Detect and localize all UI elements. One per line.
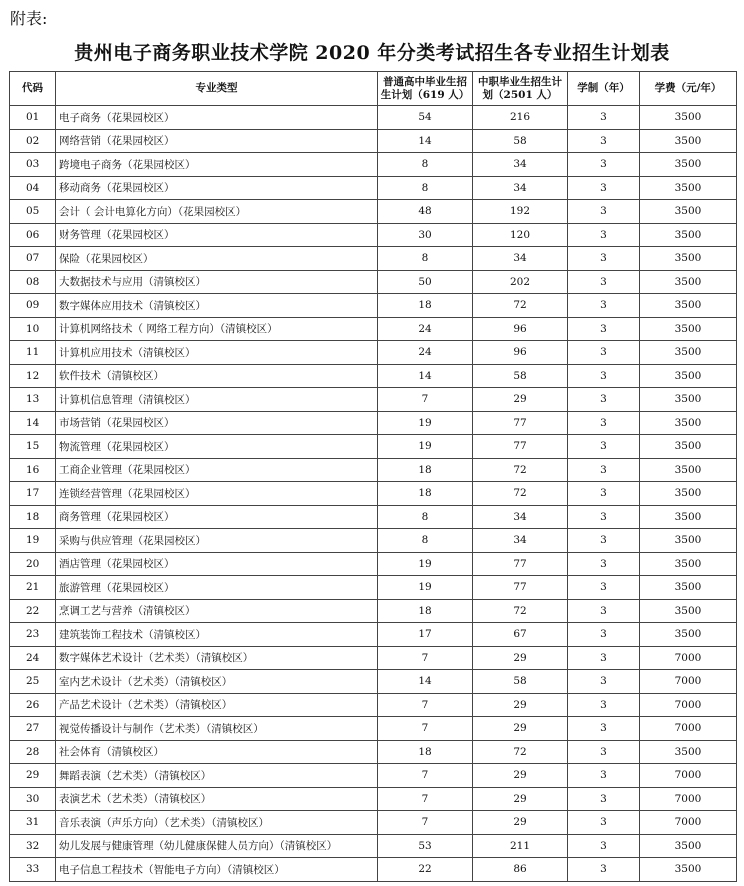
table-header-row: [10, 72, 737, 106]
cell-code: 23: [10, 623, 56, 647]
cell-years: 3: [568, 364, 640, 388]
cell-code: 24: [10, 646, 56, 670]
cell-years: 3: [568, 811, 640, 835]
cell-code: 07: [10, 247, 56, 271]
cell-highschool-plan: 7: [378, 787, 473, 811]
cell-code: 18: [10, 505, 56, 529]
cell-major: 计算机网络技术（ 网络工程方向）（清镇校区）: [56, 317, 378, 341]
table-row: [10, 106, 737, 130]
cell-vocational-plan: 67: [473, 623, 568, 647]
table-row: [10, 129, 737, 153]
cell-fee: 3500: [640, 270, 737, 294]
cell-vocational-plan: 29: [473, 693, 568, 717]
table-row: [10, 623, 737, 647]
cell-years: 3: [568, 458, 640, 482]
cell-highschool-plan: 19: [378, 552, 473, 576]
cell-vocational-plan: 96: [473, 317, 568, 341]
cell-fee: 3500: [640, 364, 737, 388]
cell-major: 音乐表演（声乐方向）（艺术类）（清镇校区）: [56, 811, 378, 835]
enrollment-plan-table: [9, 71, 737, 882]
cell-fee: 3500: [640, 623, 737, 647]
cell-major: 移动商务（花果园校区）: [56, 176, 378, 200]
cell-code: 32: [10, 834, 56, 858]
cell-years: 3: [568, 717, 640, 741]
cell-fee: 7000: [640, 693, 737, 717]
cell-years: 3: [568, 764, 640, 788]
cell-highschool-plan: 8: [378, 176, 473, 200]
table-row: [10, 341, 737, 365]
cell-major: 数字媒体应用技术（清镇校区）: [56, 294, 378, 318]
cell-code: 12: [10, 364, 56, 388]
table-row: [10, 811, 737, 835]
cell-code: 20: [10, 552, 56, 576]
cell-fee: 3500: [640, 529, 737, 553]
table-row: [10, 176, 737, 200]
cell-highschool-plan: 19: [378, 411, 473, 435]
cell-highschool-plan: 30: [378, 223, 473, 247]
cell-major: 视觉传播设计与制作（艺术类）（清镇校区）: [56, 717, 378, 741]
cell-highschool-plan: 19: [378, 576, 473, 600]
cell-major: 商务管理（花果园校区）: [56, 505, 378, 529]
cell-major: 电子信息工程技术（智能电子方向）（清镇校区）: [56, 858, 378, 882]
cell-vocational-plan: 211: [473, 834, 568, 858]
cell-highschool-plan: 54: [378, 106, 473, 130]
cell-vocational-plan: 34: [473, 176, 568, 200]
cell-highschool-plan: 7: [378, 646, 473, 670]
cell-highschool-plan: 48: [378, 200, 473, 224]
table-row: [10, 411, 737, 435]
column-header-vocational-plan: 中职毕业生招生计划（2501 人）: [473, 72, 568, 106]
cell-highschool-plan: 18: [378, 599, 473, 623]
cell-highschool-plan: 8: [378, 529, 473, 553]
cell-highschool-plan: 7: [378, 717, 473, 741]
cell-code: 14: [10, 411, 56, 435]
cell-code: 27: [10, 717, 56, 741]
cell-vocational-plan: 34: [473, 153, 568, 177]
cell-highschool-plan: 7: [378, 764, 473, 788]
table-row: [10, 435, 737, 459]
cell-major: 产品艺术设计（艺术类）（清镇校区）: [56, 693, 378, 717]
cell-major: 跨境电子商务（花果园校区）: [56, 153, 378, 177]
cell-highschool-plan: 17: [378, 623, 473, 647]
cell-vocational-plan: 58: [473, 670, 568, 694]
cell-code: 02: [10, 129, 56, 153]
table-row: [10, 740, 737, 764]
cell-fee: 3500: [640, 505, 737, 529]
cell-fee: 7000: [640, 764, 737, 788]
table-row: [10, 576, 737, 600]
cell-code: 05: [10, 200, 56, 224]
cell-code: 22: [10, 599, 56, 623]
cell-years: 3: [568, 341, 640, 365]
table-row: [10, 247, 737, 271]
cell-fee: 3500: [640, 599, 737, 623]
cell-code: 29: [10, 764, 56, 788]
cell-vocational-plan: 77: [473, 411, 568, 435]
cell-fee: 7000: [640, 787, 737, 811]
cell-highschool-plan: 8: [378, 247, 473, 271]
cell-major: 大数据技术与应用（清镇校区）: [56, 270, 378, 294]
table-row: [10, 364, 737, 388]
table-row: [10, 317, 737, 341]
cell-years: 3: [568, 129, 640, 153]
cell-vocational-plan: 96: [473, 341, 568, 365]
cell-fee: 3500: [640, 435, 737, 459]
cell-highschool-plan: 8: [378, 505, 473, 529]
cell-years: 3: [568, 317, 640, 341]
cell-major: 连锁经营管理（花果园校区）: [56, 482, 378, 506]
cell-major: 市场营销（花果园校区）: [56, 411, 378, 435]
cell-vocational-plan: 29: [473, 811, 568, 835]
table-row: [10, 270, 737, 294]
cell-years: 3: [568, 200, 640, 224]
cell-fee: 3500: [640, 200, 737, 224]
cell-code: 17: [10, 482, 56, 506]
cell-vocational-plan: 77: [473, 552, 568, 576]
cell-years: 3: [568, 787, 640, 811]
cell-major: 烹调工艺与营养（清镇校区）: [56, 599, 378, 623]
cell-major: 室内艺术设计（艺术类）（清镇校区）: [56, 670, 378, 694]
column-header-major: 专业类型: [56, 72, 378, 106]
cell-years: 3: [568, 388, 640, 412]
page-title: 贵州电子商务职业技术学院 2020 年分类考试招生各专业招生计划表: [74, 42, 670, 64]
cell-years: 3: [568, 153, 640, 177]
cell-vocational-plan: 72: [473, 294, 568, 318]
cell-major: 旅游管理（花果园校区）: [56, 576, 378, 600]
cell-major: 网络营销（花果园校区）: [56, 129, 378, 153]
cell-major: 表演艺术（艺术类）（清镇校区）: [56, 787, 378, 811]
cell-highschool-plan: 14: [378, 129, 473, 153]
column-header-code: 代码: [10, 72, 56, 106]
cell-fee: 3500: [640, 576, 737, 600]
cell-fee: 3500: [640, 176, 737, 200]
cell-vocational-plan: 29: [473, 646, 568, 670]
cell-fee: 3500: [640, 317, 737, 341]
cell-years: 3: [568, 740, 640, 764]
cell-vocational-plan: 34: [473, 529, 568, 553]
cell-years: 3: [568, 223, 640, 247]
cell-fee: 3500: [640, 294, 737, 318]
cell-fee: 7000: [640, 670, 737, 694]
cell-fee: 3500: [640, 153, 737, 177]
cell-vocational-plan: 77: [473, 576, 568, 600]
cell-highschool-plan: 8: [378, 153, 473, 177]
cell-highschool-plan: 19: [378, 435, 473, 459]
cell-highschool-plan: 7: [378, 811, 473, 835]
cell-major: 软件技术（清镇校区）: [56, 364, 378, 388]
cell-code: 08: [10, 270, 56, 294]
column-header-years: 学制（年）: [568, 72, 640, 106]
cell-years: 3: [568, 435, 640, 459]
table-row: [10, 717, 737, 741]
cell-years: 3: [568, 294, 640, 318]
cell-fee: 3500: [640, 411, 737, 435]
table-row: [10, 153, 737, 177]
cell-fee: 7000: [640, 646, 737, 670]
cell-fee: 3500: [640, 458, 737, 482]
cell-years: 3: [568, 670, 640, 694]
cell-major: 舞蹈表演（艺术类）（清镇校区）: [56, 764, 378, 788]
cell-fee: 3500: [640, 482, 737, 506]
cell-major: 保险（花果园校区）: [56, 247, 378, 271]
cell-years: 3: [568, 599, 640, 623]
cell-code: 09: [10, 294, 56, 318]
cell-major: 社会体育（清镇校区）: [56, 740, 378, 764]
table-row: [10, 505, 737, 529]
table-row: [10, 764, 737, 788]
cell-years: 3: [568, 858, 640, 882]
attachment-label: 附表:: [10, 9, 48, 28]
cell-years: 3: [568, 693, 640, 717]
cell-code: 03: [10, 153, 56, 177]
cell-vocational-plan: 58: [473, 129, 568, 153]
cell-major: 计算机应用技术（清镇校区）: [56, 341, 378, 365]
cell-fee: 3500: [640, 834, 737, 858]
column-header-highschool-plan: 普通高中毕业生招生计划（619 人）: [378, 72, 473, 106]
cell-fee: 3500: [640, 341, 737, 365]
cell-code: 15: [10, 435, 56, 459]
cell-code: 04: [10, 176, 56, 200]
cell-code: 30: [10, 787, 56, 811]
cell-years: 3: [568, 646, 640, 670]
cell-highschool-plan: 7: [378, 693, 473, 717]
cell-highschool-plan: 7: [378, 388, 473, 412]
cell-code: 21: [10, 576, 56, 600]
cell-highschool-plan: 18: [378, 458, 473, 482]
cell-major: 计算机信息管理（清镇校区）: [56, 388, 378, 412]
column-header-fee: 学费（元/年）: [640, 72, 737, 106]
cell-highschool-plan: 14: [378, 670, 473, 694]
cell-highschool-plan: 24: [378, 317, 473, 341]
cell-major: 建筑装饰工程技术（清镇校区）: [56, 623, 378, 647]
cell-code: 31: [10, 811, 56, 835]
cell-years: 3: [568, 529, 640, 553]
table-row: [10, 646, 737, 670]
cell-years: 3: [568, 834, 640, 858]
cell-vocational-plan: 29: [473, 388, 568, 412]
cell-code: 33: [10, 858, 56, 882]
cell-vocational-plan: 29: [473, 764, 568, 788]
cell-vocational-plan: 202: [473, 270, 568, 294]
cell-code: 06: [10, 223, 56, 247]
cell-vocational-plan: 77: [473, 435, 568, 459]
cell-highschool-plan: 50: [378, 270, 473, 294]
cell-years: 3: [568, 576, 640, 600]
cell-highschool-plan: 18: [378, 482, 473, 506]
cell-vocational-plan: 34: [473, 505, 568, 529]
cell-highschool-plan: 14: [378, 364, 473, 388]
cell-code: 25: [10, 670, 56, 694]
cell-major: 电子商务（花果园校区）: [56, 106, 378, 130]
cell-major: 会计（ 会计电算化方向）（花果园校区）: [56, 200, 378, 224]
cell-fee: 7000: [640, 811, 737, 835]
table-row: [10, 834, 737, 858]
cell-years: 3: [568, 176, 640, 200]
cell-vocational-plan: 72: [473, 458, 568, 482]
cell-vocational-plan: 58: [473, 364, 568, 388]
cell-code: 11: [10, 341, 56, 365]
cell-major: 物流管理（花果园校区）: [56, 435, 378, 459]
table-row: [10, 388, 737, 412]
cell-fee: 7000: [640, 717, 737, 741]
cell-years: 3: [568, 270, 640, 294]
table-row: [10, 858, 737, 882]
table-row: [10, 693, 737, 717]
cell-fee: 3500: [640, 106, 737, 130]
table-row: [10, 787, 737, 811]
cell-years: 3: [568, 552, 640, 576]
cell-fee: 3500: [640, 858, 737, 882]
table-row: [10, 458, 737, 482]
cell-code: 19: [10, 529, 56, 553]
cell-years: 3: [568, 505, 640, 529]
cell-code: 26: [10, 693, 56, 717]
cell-years: 3: [568, 247, 640, 271]
cell-major: 酒店管理（花果园校区）: [56, 552, 378, 576]
cell-code: 16: [10, 458, 56, 482]
cell-highschool-plan: 18: [378, 740, 473, 764]
cell-vocational-plan: 29: [473, 717, 568, 741]
cell-vocational-plan: 34: [473, 247, 568, 271]
table-row: [10, 552, 737, 576]
cell-major: 工商企业管理（花果园校区）: [56, 458, 378, 482]
table-row: [10, 223, 737, 247]
cell-vocational-plan: 72: [473, 599, 568, 623]
cell-vocational-plan: 29: [473, 787, 568, 811]
cell-major: 财务管理（花果园校区）: [56, 223, 378, 247]
cell-fee: 3500: [640, 223, 737, 247]
cell-vocational-plan: 192: [473, 200, 568, 224]
cell-years: 3: [568, 482, 640, 506]
cell-code: 01: [10, 106, 56, 130]
table-row: [10, 200, 737, 224]
cell-vocational-plan: 86: [473, 858, 568, 882]
cell-vocational-plan: 216: [473, 106, 568, 130]
cell-fee: 3500: [640, 388, 737, 412]
cell-vocational-plan: 72: [473, 482, 568, 506]
cell-major: 数字媒体艺术设计（艺术类）（清镇校区）: [56, 646, 378, 670]
cell-major: 幼儿发展与健康管理（幼儿健康保健人员方向）（清镇校区）: [56, 834, 378, 858]
cell-vocational-plan: 72: [473, 740, 568, 764]
cell-fee: 3500: [640, 740, 737, 764]
cell-code: 13: [10, 388, 56, 412]
cell-years: 3: [568, 623, 640, 647]
cell-highschool-plan: 22: [378, 858, 473, 882]
cell-highschool-plan: 18: [378, 294, 473, 318]
cell-vocational-plan: 120: [473, 223, 568, 247]
cell-fee: 3500: [640, 247, 737, 271]
cell-major: 采购与供应管理（花果园校区）: [56, 529, 378, 553]
table-row: [10, 670, 737, 694]
cell-fee: 3500: [640, 552, 737, 576]
cell-highschool-plan: 53: [378, 834, 473, 858]
cell-years: 3: [568, 411, 640, 435]
table-row: [10, 294, 737, 318]
cell-years: 3: [568, 106, 640, 130]
table-row: [10, 599, 737, 623]
cell-code: 10: [10, 317, 56, 341]
cell-fee: 3500: [640, 129, 737, 153]
table-row: [10, 529, 737, 553]
cell-highschool-plan: 24: [378, 341, 473, 365]
table-row: [10, 482, 737, 506]
cell-code: 28: [10, 740, 56, 764]
